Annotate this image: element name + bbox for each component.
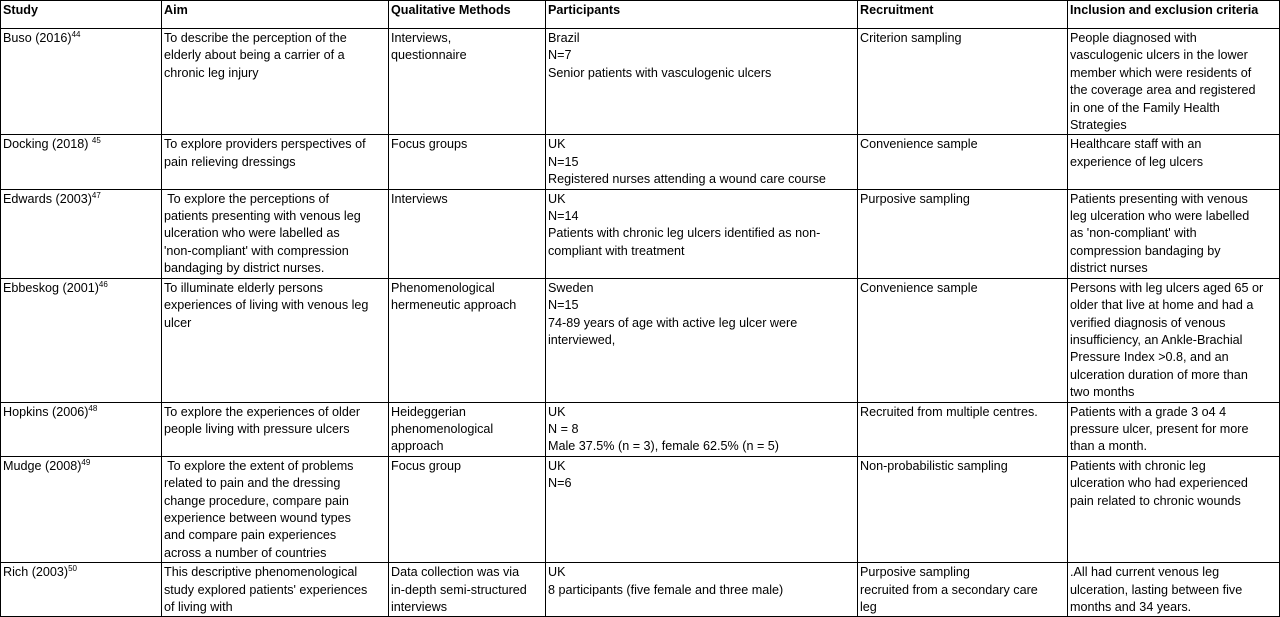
table-row bbox=[1, 563, 1280, 617]
recruitment-text-line: Purposive sampling bbox=[860, 191, 970, 206]
methods-text-line: questionnaire bbox=[391, 48, 467, 63]
table-row bbox=[1, 135, 1280, 189]
participants-text-line: Patients with chronic leg ulcers identified as non- bbox=[548, 226, 821, 241]
aim-text-line: change procedure, compare pain bbox=[164, 493, 349, 508]
recruitment-cell bbox=[858, 563, 1068, 617]
criteria-text-line: ulceration, lasting between five bbox=[1070, 582, 1243, 597]
criteria-cell bbox=[1068, 189, 1280, 278]
recruitment-cell bbox=[858, 402, 1068, 456]
participants-text-line: UK bbox=[548, 458, 566, 473]
methods-text-line: hermeneutic approach bbox=[391, 298, 517, 313]
study-cell bbox=[1, 563, 162, 617]
recruitment-text-line: Criterion sampling bbox=[860, 31, 962, 45]
recruitment-cell bbox=[858, 456, 1068, 562]
aim-text-line: To describe the perception of the bbox=[164, 31, 347, 45]
methods-text-line: Heideggerian bbox=[391, 404, 466, 419]
recruitment-text-line: Non-probabilistic sampling bbox=[860, 458, 1008, 473]
aim-text-line: chronic leg injury bbox=[164, 65, 259, 80]
recruitment-text-line: Convenience sample bbox=[860, 137, 978, 152]
participants-cell bbox=[546, 278, 858, 402]
table-row bbox=[1, 189, 1280, 278]
aim-text-line: To explore providers perspectives of bbox=[164, 137, 366, 152]
criteria-text-line: older that live at home and had a bbox=[1070, 298, 1254, 313]
aim-text-line: To explore the extent of problems bbox=[164, 458, 354, 473]
table-row bbox=[1, 456, 1280, 562]
criteria-cell bbox=[1068, 456, 1280, 562]
criteria-text-line: Pressure Index >0.8, and an bbox=[1070, 350, 1229, 365]
recruitment-cell bbox=[858, 278, 1068, 402]
methods-cell bbox=[389, 563, 546, 617]
aim-cell bbox=[162, 278, 389, 402]
study-name: Hopkins (2006) bbox=[3, 404, 89, 419]
reference-number: 50 bbox=[68, 564, 78, 573]
methods-text-line: Interviews bbox=[391, 191, 448, 206]
criteria-text-line: the coverage area and registered bbox=[1070, 83, 1256, 98]
criteria-text-line: experience of leg ulcers bbox=[1070, 154, 1204, 169]
aim-text-line: experience between wound types bbox=[164, 510, 351, 525]
methods-text-line: interviews bbox=[391, 600, 447, 614]
criteria-text-line: ulceration who had experienced bbox=[1070, 476, 1248, 491]
participants-cell bbox=[546, 189, 858, 278]
methods-cell bbox=[389, 189, 546, 278]
aim-text-line: experiences of living with venous leg bbox=[164, 298, 369, 313]
aim-text-line: ulcer bbox=[164, 315, 192, 330]
aim-text-line: patients presenting with venous leg bbox=[164, 209, 361, 224]
study-cell bbox=[1, 135, 162, 189]
methods-text-line: approach bbox=[391, 439, 444, 454]
aim-text-line: pain relieving dressings bbox=[164, 154, 296, 169]
participants-text-line: N=6 bbox=[548, 476, 572, 491]
participants-text-line: UK bbox=[548, 137, 566, 152]
aim-cell bbox=[162, 135, 389, 189]
aim-text-line: To explore the perceptions of bbox=[164, 191, 329, 206]
aim-text-line: bandaging by district nurses. bbox=[164, 261, 325, 276]
criteria-text-line: Persons with leg ulcers aged 65 or bbox=[1070, 280, 1264, 295]
recruitment-text-line: recruited from a secondary care bbox=[860, 582, 1038, 597]
recruitment-text-line: Purposive sampling bbox=[860, 565, 970, 580]
recruitment-text-line: leg bbox=[860, 600, 877, 614]
table-row bbox=[1, 402, 1280, 456]
methods-text-line: in-depth semi-structured bbox=[391, 582, 527, 597]
aim-cell bbox=[162, 189, 389, 278]
participants-text-line: N=15 bbox=[548, 298, 579, 313]
methods-cell bbox=[389, 456, 546, 562]
aim-text-line: To explore the experiences of older bbox=[164, 404, 361, 419]
study-name: Buso (2016) bbox=[3, 31, 72, 45]
methods-text-line: phenomenological bbox=[391, 421, 494, 436]
col-header-study: Study bbox=[1, 1, 162, 29]
criteria-text-line: People diagnosed with bbox=[1070, 31, 1197, 45]
criteria-text-line: Patients presenting with venous bbox=[1070, 191, 1248, 206]
methods-text-line: Focus groups bbox=[391, 137, 468, 152]
aim-text-line: people living with pressure ulcers bbox=[164, 421, 350, 436]
header-row bbox=[1, 1, 1280, 29]
participants-text-line: Male 37.5% (n = 3), female 62.5% (n = 5) bbox=[548, 439, 780, 454]
participants-text-line: N = 8 bbox=[548, 421, 579, 436]
aim-cell bbox=[162, 456, 389, 562]
participants-cell bbox=[546, 456, 858, 562]
participants-text-line: N=7 bbox=[548, 48, 572, 63]
study-name: Docking (2018) bbox=[3, 137, 92, 152]
recruitment-text-line: Recruited from multiple centres. bbox=[860, 404, 1038, 419]
participants-text-line: Sweden bbox=[548, 280, 594, 295]
criteria-cell bbox=[1068, 402, 1280, 456]
aim-cell bbox=[162, 29, 389, 135]
participants-text-line: 8 participants (five female and three male) bbox=[548, 582, 784, 597]
participants-text-line: UK bbox=[548, 191, 566, 206]
criteria-text-line: Patients with a grade 3 o4 4 bbox=[1070, 404, 1227, 419]
table-row bbox=[1, 29, 1280, 135]
criteria-text-line: as 'non-compliant' with bbox=[1070, 226, 1197, 241]
recruitment-cell bbox=[858, 135, 1068, 189]
aim-text-line: across a number of countries bbox=[164, 545, 327, 560]
study-name: Ebbeskog (2001) bbox=[3, 280, 99, 295]
criteria-text-line: member which were residents of bbox=[1070, 65, 1252, 80]
participants-text-line: UK bbox=[548, 565, 566, 580]
methods-text-line: Data collection was via bbox=[391, 565, 520, 580]
aim-text-line: 'non-compliant' with compression bbox=[164, 243, 349, 258]
study-cell bbox=[1, 456, 162, 562]
participants-text-line: 74-89 years of age with active leg ulcer were bbox=[548, 315, 798, 330]
study-cell bbox=[1, 402, 162, 456]
participants-cell bbox=[546, 402, 858, 456]
recruitment-cell bbox=[858, 29, 1068, 135]
criteria-cell bbox=[1068, 563, 1280, 617]
table-row bbox=[1, 278, 1280, 402]
criteria-text-line: ulceration duration of more than bbox=[1070, 367, 1248, 382]
reference-number: 46 bbox=[98, 279, 108, 289]
criteria-text-line: leg ulceration who were labelled bbox=[1070, 209, 1250, 224]
reference-number: 45 bbox=[91, 136, 101, 146]
col-header-methods: Qualitative Methods bbox=[389, 1, 546, 29]
methods-cell bbox=[389, 278, 546, 402]
aim-cell bbox=[162, 402, 389, 456]
methods-text-line: Interviews, bbox=[391, 31, 452, 45]
criteria-text-line: in one of the Family Health bbox=[1070, 100, 1220, 115]
methods-cell bbox=[389, 29, 546, 135]
recruitment-text-line: Convenience sample bbox=[860, 280, 978, 295]
participants-cell bbox=[546, 135, 858, 189]
participants-text-line: N=15 bbox=[548, 154, 579, 169]
aim-text-line: elderly about being a carrier of a bbox=[164, 48, 345, 63]
col-header-participants: Participants bbox=[546, 1, 858, 29]
aim-cell bbox=[162, 563, 389, 617]
col-header-aim: Aim bbox=[162, 1, 389, 29]
criteria-text-line: insufficiency, an Ankle-Brachial bbox=[1070, 332, 1243, 347]
participants-text-line: N=14 bbox=[548, 209, 579, 224]
criteria-text-line: than a month. bbox=[1070, 439, 1148, 454]
methods-text-line: Focus group bbox=[391, 458, 462, 473]
participants-text-line: Registered nurses attending a wound care course bbox=[548, 172, 826, 187]
criteria-text-line: verified diagnosis of venous bbox=[1070, 315, 1226, 330]
aim-text-line: This descriptive phenomenological bbox=[164, 565, 358, 580]
recruitment-cell bbox=[858, 189, 1068, 278]
aim-text-line: and compare pain experiences bbox=[164, 528, 337, 543]
study-name: Edwards (2003) bbox=[3, 191, 92, 206]
criteria-text-line: Patients with chronic leg bbox=[1070, 458, 1206, 473]
criteria-text-line: two months bbox=[1070, 385, 1135, 400]
criteria-cell bbox=[1068, 278, 1280, 402]
criteria-text-line: district nurses bbox=[1070, 261, 1148, 276]
col-header-recruitment: Recruitment bbox=[858, 1, 1068, 29]
criteria-text-line: vasculogenic ulcers in the lower bbox=[1070, 48, 1248, 63]
criteria-cell bbox=[1068, 29, 1280, 135]
criteria-text-line: pressure ulcer, present for more bbox=[1070, 421, 1249, 436]
criteria-text-line: Healthcare staff with an bbox=[1070, 137, 1202, 152]
study-name: Mudge (2008) bbox=[3, 458, 82, 473]
reference-number: 47 bbox=[91, 190, 101, 200]
study-cell bbox=[1, 278, 162, 402]
aim-text-line: of living with bbox=[164, 600, 233, 614]
study-name: Rich (2003) bbox=[3, 565, 69, 580]
col-header-criteria: Inclusion and exclusion criteria bbox=[1068, 1, 1280, 29]
aim-text-line: related to pain and the dressing bbox=[164, 476, 341, 491]
participants-cell bbox=[546, 563, 858, 617]
criteria-text-line: compression bandaging by bbox=[1070, 243, 1221, 258]
criteria-text-line: months and 34 years. bbox=[1070, 600, 1192, 614]
participants-text-line: Brazil bbox=[548, 31, 580, 45]
study-cell bbox=[1, 189, 162, 278]
participants-text-line: interviewed, bbox=[548, 332, 616, 347]
participants-cell bbox=[546, 29, 858, 135]
criteria-cell bbox=[1068, 135, 1280, 189]
aim-text-line: study explored patients' experiences bbox=[164, 582, 368, 597]
study-cell bbox=[1, 29, 162, 135]
reference-number: 49 bbox=[81, 457, 91, 467]
participants-text-line: Senior patients with vasculogenic ulcers bbox=[548, 65, 772, 80]
methods-cell bbox=[389, 402, 546, 456]
methods-cell bbox=[389, 135, 546, 189]
criteria-text-line: pain related to chronic wounds bbox=[1070, 493, 1241, 508]
aim-text-line: To illuminate elderly persons bbox=[164, 280, 323, 295]
participants-text-line: compliant with treatment bbox=[548, 243, 685, 258]
criteria-text-line: .All had current venous leg bbox=[1070, 565, 1220, 580]
participants-text-line: UK bbox=[548, 404, 566, 419]
methods-text-line: Phenomenological bbox=[391, 280, 495, 295]
reference-number: 48 bbox=[88, 403, 98, 413]
table-body bbox=[1, 29, 1280, 617]
aim-text-line: ulceration who were labelled as bbox=[164, 226, 340, 241]
criteria-text-line: Strategies bbox=[1070, 118, 1127, 133]
reference-number: 44 bbox=[71, 29, 81, 39]
